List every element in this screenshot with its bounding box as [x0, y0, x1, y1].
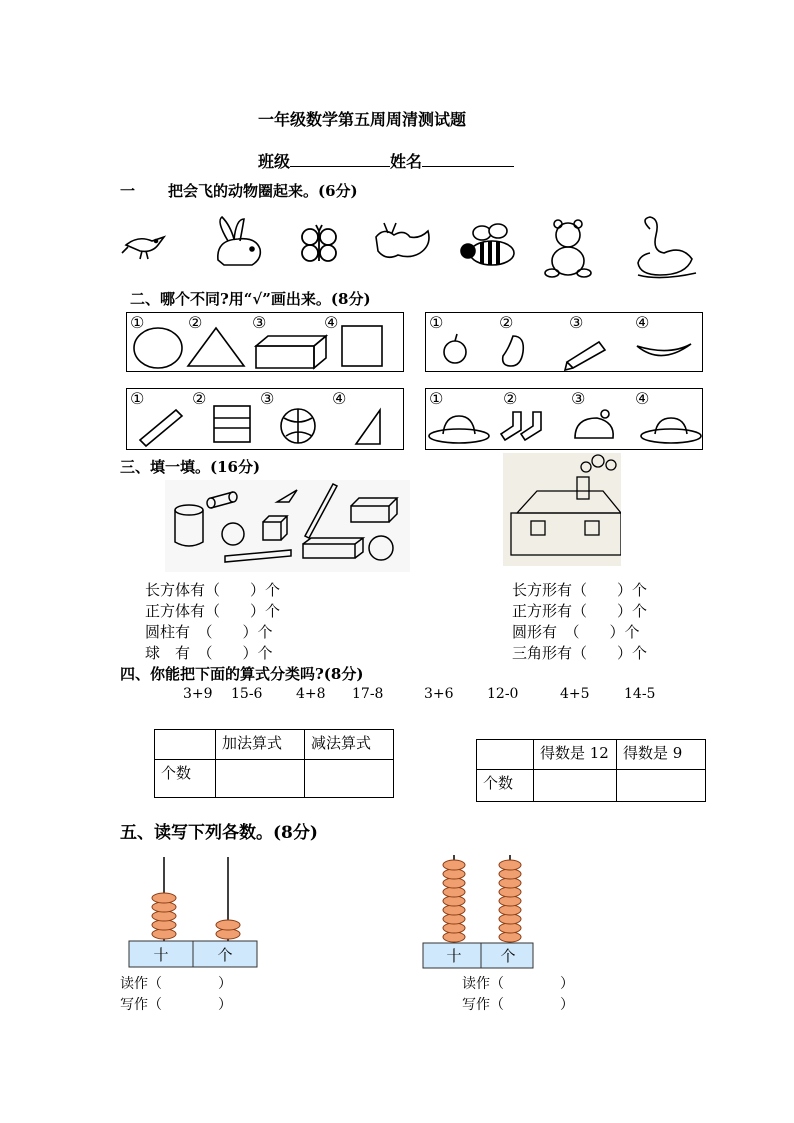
sock-icon	[501, 412, 521, 440]
name-blank[interactable]	[422, 148, 514, 167]
count-row-label: 个数	[477, 770, 534, 802]
q5-text: 五、读写下列各数。(8分)	[120, 823, 318, 843]
ruler-icon	[140, 410, 182, 446]
ones-label: 个	[500, 947, 516, 965]
q2-group-shapes-art	[126, 312, 404, 372]
result-9-header: 得数是 9	[617, 740, 706, 770]
notebook-icon	[214, 406, 250, 442]
q3-right-list	[512, 580, 647, 664]
sphere-count-line[interactable]: 球 有 （ ）个	[145, 644, 273, 662]
abacus-left	[128, 855, 260, 969]
svg-text:④: ④	[635, 313, 650, 332]
sun-hat-icon	[429, 429, 489, 443]
svg-text:②: ②	[503, 389, 518, 408]
svg-text:③: ③	[571, 389, 586, 408]
read-as-line[interactable]: 读作（ ）	[462, 976, 574, 992]
bird-icon[interactable]	[122, 237, 164, 259]
expression: 4+8	[296, 686, 326, 702]
expression: 14-5	[624, 686, 656, 702]
animals-row	[118, 215, 708, 285]
write-as-line[interactable]: 写作（ ）	[462, 997, 574, 1013]
result-table	[476, 739, 706, 802]
svg-text:②: ②	[192, 389, 207, 408]
result-12-header: 得数是 12	[534, 740, 617, 770]
expression: 3+6	[424, 686, 454, 702]
svg-text:①: ①	[130, 389, 145, 408]
write-as-line[interactable]: 写作（ ）	[120, 997, 232, 1013]
marker-1: ①	[130, 313, 145, 332]
swan-icon[interactable]	[638, 217, 696, 278]
svg-text:③: ③	[260, 389, 275, 408]
count-row-label: 个数	[155, 760, 216, 798]
svg-text:①: ①	[429, 313, 444, 332]
circle-shape	[134, 328, 182, 368]
ones-beads	[499, 860, 521, 942]
q2-text: 二、哪个不同?用“√”画出来。(8分)	[130, 290, 371, 308]
abacus-bead	[499, 860, 521, 870]
q1-number: 一	[120, 182, 136, 200]
butterfly-icon[interactable]	[302, 225, 336, 261]
student-info	[258, 148, 514, 172]
expression: 4+5	[560, 686, 590, 702]
q2-group-stationery-art	[126, 388, 404, 450]
banana-icon	[637, 344, 691, 356]
expression: 15-6	[231, 686, 263, 702]
left-answer-lines	[120, 974, 232, 1016]
svg-text:④: ④	[332, 389, 347, 408]
q2-group-fruits-art	[425, 312, 703, 372]
addition-count-cell[interactable]	[216, 760, 305, 798]
q1-text: 把会飞的动物圈起来。(6分)	[168, 182, 358, 200]
result-12-count-cell[interactable]	[534, 770, 617, 802]
pencil-icon	[565, 342, 605, 370]
addition-header: 加法算式	[216, 730, 305, 760]
svg-text:①: ①	[429, 389, 444, 408]
rabbit-icon[interactable]	[218, 217, 261, 265]
teddy-bear-icon[interactable]	[545, 220, 591, 277]
operation-type-table	[154, 729, 394, 798]
bee-icon[interactable]	[461, 224, 514, 265]
q3-left-list	[145, 580, 280, 664]
class-blank[interactable]	[290, 148, 390, 167]
house-picture	[503, 453, 621, 566]
subtraction-count-cell[interactable]	[305, 760, 394, 798]
abacus-bead	[152, 893, 176, 903]
subtraction-header: 减法算式	[305, 730, 394, 760]
triangle-shape	[188, 328, 244, 366]
read-as-line[interactable]: 读作（ ）	[120, 976, 232, 992]
square-count-line[interactable]: 正方形有（ ）个	[512, 602, 648, 620]
page-title: 一年级数学第五周周清测试题	[258, 110, 467, 129]
svg-text:③: ③	[569, 313, 584, 332]
ones-beads	[216, 920, 240, 939]
cuboid-count-line[interactable]: 长方体有（ ）个	[145, 581, 281, 599]
square-shape	[342, 326, 382, 366]
abacus-bead	[443, 860, 465, 870]
marker-4: ④	[324, 313, 339, 332]
tens-label: 十	[446, 947, 462, 965]
q4-text: 四、你能把下面的算式分类吗?(8分)	[120, 665, 364, 683]
tens-beads	[443, 860, 465, 942]
abacus-bead	[216, 920, 240, 930]
knit-hat-icon	[575, 418, 613, 438]
cuboid-shape	[256, 336, 326, 368]
class-label: 班级	[258, 152, 291, 171]
expression: 3+9	[183, 686, 213, 702]
abacus-right	[422, 853, 536, 970]
q3-text: 三、填一填。(16分)	[120, 458, 261, 476]
svg-text:④: ④	[635, 389, 650, 408]
right-answer-lines	[462, 974, 574, 1016]
triangle-count-line[interactable]: 三角形有（ ）个	[512, 644, 648, 662]
pear-icon	[503, 336, 524, 366]
apple-icon	[444, 341, 466, 363]
tens-label: 十	[153, 946, 169, 964]
cap-icon	[641, 429, 701, 443]
tens-beads	[152, 893, 176, 939]
squirrel-icon[interactable]	[376, 223, 429, 257]
q2-group-clothing-art	[425, 388, 703, 450]
circle-count-line[interactable]: 圆形有 （ ）个	[512, 623, 640, 641]
solids-picture	[165, 480, 410, 572]
ones-label: 个	[217, 946, 233, 964]
name-label: 姓名	[390, 152, 423, 171]
marker-2: ②	[188, 313, 203, 332]
set-square-icon	[356, 410, 380, 444]
expression: 17-8	[352, 686, 384, 702]
cylinder-count-line[interactable]: 圆柱有 （ ）个	[145, 623, 273, 641]
svg-text:②: ②	[499, 313, 514, 332]
marker-3: ③	[252, 313, 267, 332]
expression: 12-0	[487, 686, 519, 702]
cube-count-line[interactable]: 正方体有（ ）个	[145, 602, 281, 620]
rectangle-count-line[interactable]: 长方形有（ ）个	[512, 581, 648, 599]
result-9-count-cell[interactable]	[617, 770, 706, 802]
